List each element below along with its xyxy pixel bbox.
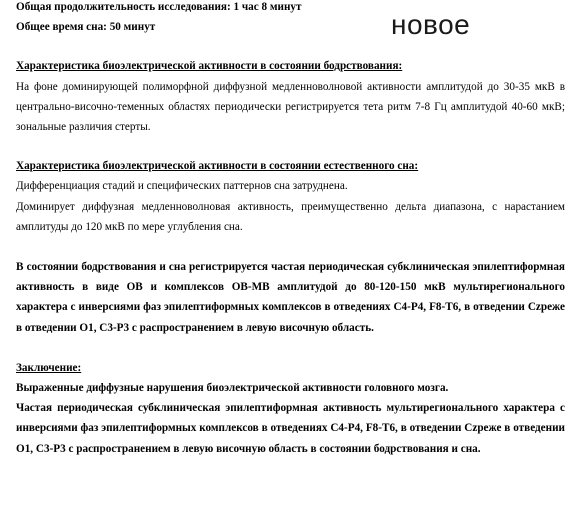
sleep-heading: Характеристика биоэлектрической активности в состоянии естественного сна:: [16, 160, 419, 173]
wake-heading: Характеристика биоэлектрической активности в состоянии бодрствования:: [16, 60, 403, 73]
conclusion-heading: Заключение:: [16, 361, 82, 374]
conclusion-section: [16, 358, 565, 459]
wake-section: [16, 56, 565, 137]
wake-description: На фоне доминирующей полиморфной диффузной медленноволновой активности амплитудой до 30-35 мкВ в центрально-височно-теменных областях периодически регистрируется тета ритм 7-8 Гц амплитудой 40-60 мкВ; зональные различия стерты.: [16, 80, 565, 134]
epileptiform-findings: В состоянии бодрствования и сна регистрируется частая периодическая субклиническая эпилептиформная активность в виде ОВ и комплексов ОВ-МВ амплитудой до 80-120-150 мкВ мультирегионального характера с инверсиями фаз эпилептиформных комплексов в отведениях С4-Р4, F8-Т6, в отведении Czpeже в отведении О1, С3-Р3 с распространением в левую височную область.: [16, 261, 565, 334]
new-stamp: новое: [391, 9, 471, 40]
study-duration: Общая продолжительность исследования: 1 час 8 минут: [16, 1, 302, 13]
sleep-description-2: Доминирует диффузная медленноволновая активность, преимущественно дельта диапазона, с нарастанием амплитуды до 120 мкВ по мере углубления сна.: [16, 200, 565, 233]
eeg-report: [16, 0, 565, 459]
study-meta: [16, 0, 565, 37]
conclusion-line-1: Выраженные диффузные нарушения биоэлектрической активности головного мозга.: [16, 382, 449, 395]
conclusion-line-2: Частая периодическая субклиническая эпилептиформная активность мультирегионального характера с инверсиями фаз эпилептиформных комплексов в отведениях С4-Р4, F8-Т6, в отведении Czpeже в отведении О1, С3-Р3 с распространением в левую височную область в состоянии бодрствования и сна.: [16, 402, 565, 455]
sleep-section: [16, 156, 565, 237]
sleep-description-1: Дифференциация стадий и специфических паттернов сна затруднена.: [16, 180, 348, 193]
sleep-duration: Общее время сна: 50 минут: [16, 21, 156, 34]
